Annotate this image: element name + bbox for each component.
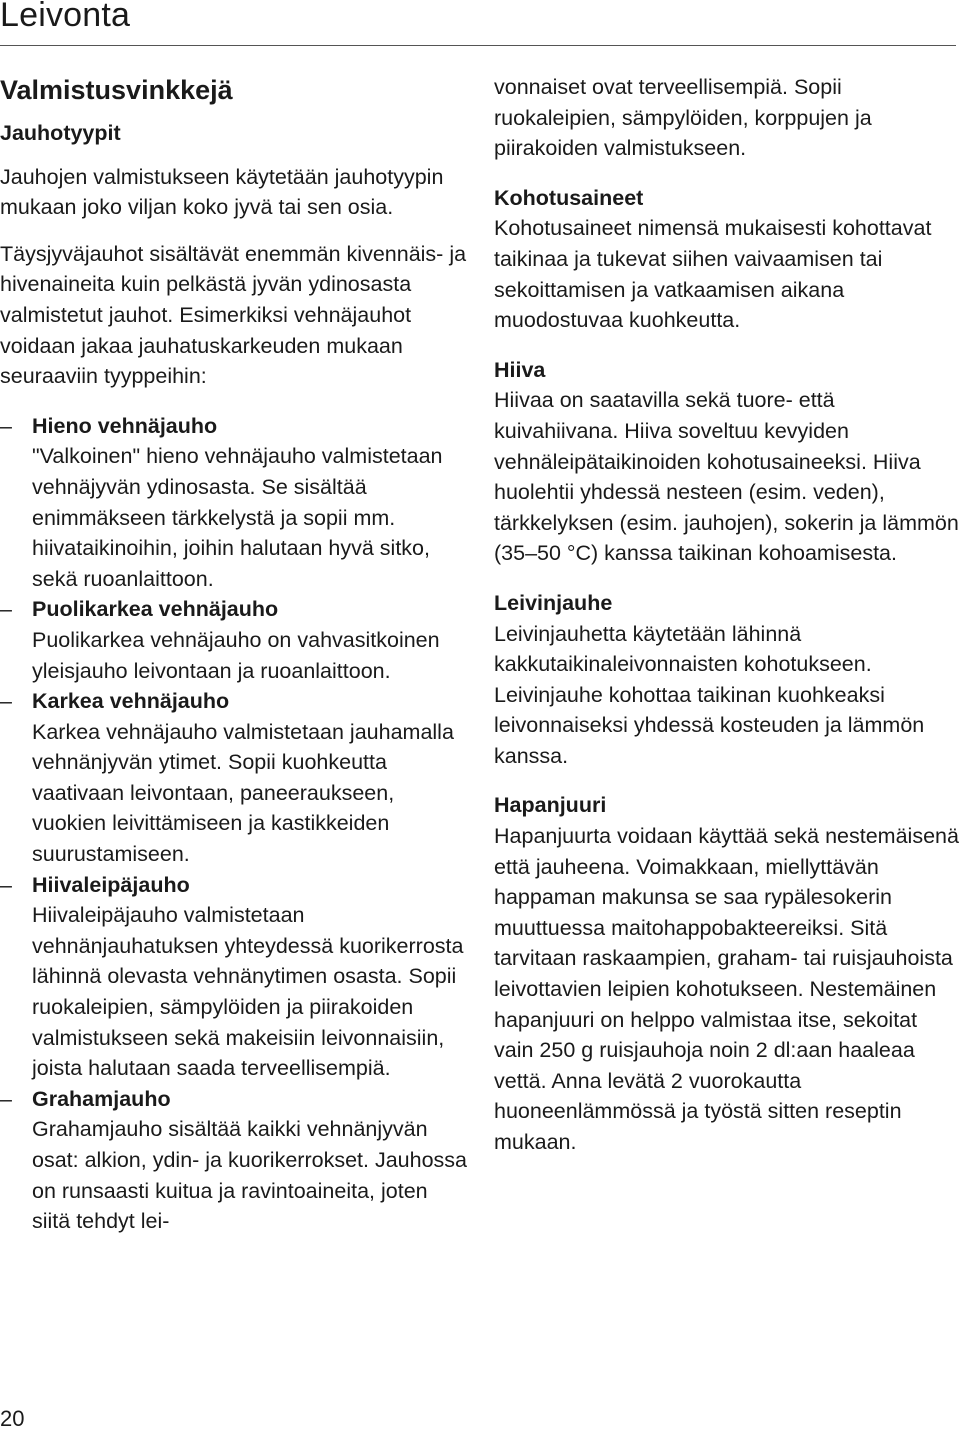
list-item: [0, 411, 470, 595]
dash-bullet: –: [0, 1086, 12, 1111]
list-item: [0, 1084, 470, 1237]
list-item: [0, 686, 470, 870]
continuation-text: vonnaiset ovat terveellisempiä. Sopii ruokaleipien, sämpylöiden, korppujen ja piirakoiden valmistukseen.: [494, 75, 872, 161]
flour-types-paragraph-1: Jauhojen valmistukseen käytetään jauhotyypin mukaan joko viljan koko jyvä tai sen osia.: [0, 164, 444, 220]
list-item-title: Karkea vehnäjauho: [32, 689, 230, 714]
list-item-title: Grahamjauho: [32, 1086, 171, 1111]
dash-bullet: –: [0, 597, 12, 622]
baking-powder-text: Leivinjauhetta käytetään lähinnä kakkutaikinaleivonnaisten kohotukseen. Leivinjauhe kohottaa taikinan kuohkeaksi leivonnaiseksi yhdessä kosteuden ja lämmön kanssa.: [494, 621, 925, 768]
right-column: [494, 72, 960, 1158]
sourdough-heading: Hapanjuuri: [494, 793, 607, 818]
dash-bullet: –: [0, 689, 12, 714]
header-divider: [0, 45, 956, 46]
page-title: Leivonta: [0, 0, 131, 34]
yeast-text: Hiivaa on saatavilla sekä tuore- että kuivahiivana. Hiiva soveltuu kevyiden vehnäleipätaikinoiden kohotusaineeksi. Hiiva huolehtii yhdessä nesteen (esim. veden), tärkkelyksen (esim. jauhojen), sokerin ja lämmön (35–50 °C) kanssa taikinan kohoamisesta.: [494, 388, 959, 566]
list-item-title: Hiivaleipäjauho: [32, 872, 190, 897]
list-item-text: Karkea vehnäjauho valmistetaan jauhamalla vehnänjyvän ytimet. Sopii kuohkeutta vaativaan leivontaan, paneeraukseen, vuokien leivittämiseen ja kastikkeiden suurustamiseen.: [32, 719, 454, 867]
left-column: [0, 66, 470, 1237]
yeast-heading: Hiiva: [494, 357, 546, 382]
sourdough-text: Hapanjuurta voidaan käyttää sekä nestemäisenä että jauheena. Voimakkaan, miellyttävän happaman makunsa se saa rypälesokerin muuttuessa maitohappobakteereiksi. Sitä tarvitaan raskaampien, graham- tai ruisjauhoista leivottavien leipien kohotukseen. Nestemäinen hapanjuuri on helppo valmistaa itse, sekoitat vain 250 g ruisjauhoja noin 2 dl:aan haaleaa vettä. Anna levätä 2 vuorokautta huoneenlämmössä ja työstä sitten reseptin mukaan.: [494, 824, 959, 1154]
list-item: [0, 870, 470, 1084]
page-number: 20: [0, 1406, 25, 1431]
baking-powder-heading: Leivinjauhe: [494, 590, 613, 615]
list-item-text: Hiivaleipäjauho valmistetaan vehnänjauhatuksen yhteydessä kuorikerrosta lähinnä olevasta vehnänytimen osasta. Sopii ruokaleipien, sämpylöiden ja piirakoiden valmistukseen sekä makeisiin leivonnaisiin, joista halutaan saada terveellisempiä.: [32, 903, 464, 1081]
list-item: [0, 594, 470, 686]
list-item-title: Puolikarkea vehnäjauho: [32, 597, 279, 622]
section-title: Valmistusvinkkejä: [0, 75, 233, 105]
flour-types-heading: Jauhotyypit: [0, 121, 121, 145]
list-item-text: Grahamjauho sisältää kaikki vehnänjyvän osat: alkion, ydin- ja kuorikerrokset. Jauhossa on runsaasti kuitua ja ravintoaineita, joten siitä tehdyt lei-: [32, 1117, 467, 1234]
dash-bullet: –: [0, 872, 12, 897]
list-item-text: "Valkoinen" hieno vehnäjauho valmistetaan vehnäjyvän ydinosasta. Se sisältää enimmäkseen tärkkelystä ja sopii mm. hiivataikinoihin, joihin halutaan hyvä sitko, sekä ruoanlaittoon.: [32, 444, 443, 591]
leavening-text: Kohotusaineet nimensä mukaisesti kohottavat taikinaa ja tukevat siihen vaivaamisen tai sekoittamisen ja vatkaamisen aikana muodostuvaa kuohkeutta.: [494, 216, 932, 333]
page-header: [0, 0, 960, 46]
flour-types-paragraph-2: Täysjyväjauhot sisältävät enemmän kivennäis- ja hivenaineita kuin pelkästä jyvän ydinosasta valmistetut jauhot. Esimerkiksi vehnäjauhot voidaan jakaa jauhatuskarkeuden mukaan seuraaviin tyyppeihin:: [0, 241, 467, 389]
leavening-heading: Kohotusaineet: [494, 185, 644, 210]
dash-bullet: –: [0, 413, 12, 438]
list-item-text: Puolikarkea vehnäjauho on vahvasitkoinen yleisjauho leivontaan ja ruoanlaittoon.: [32, 627, 440, 683]
list-item-title: Hieno vehnäjauho: [32, 413, 218, 438]
